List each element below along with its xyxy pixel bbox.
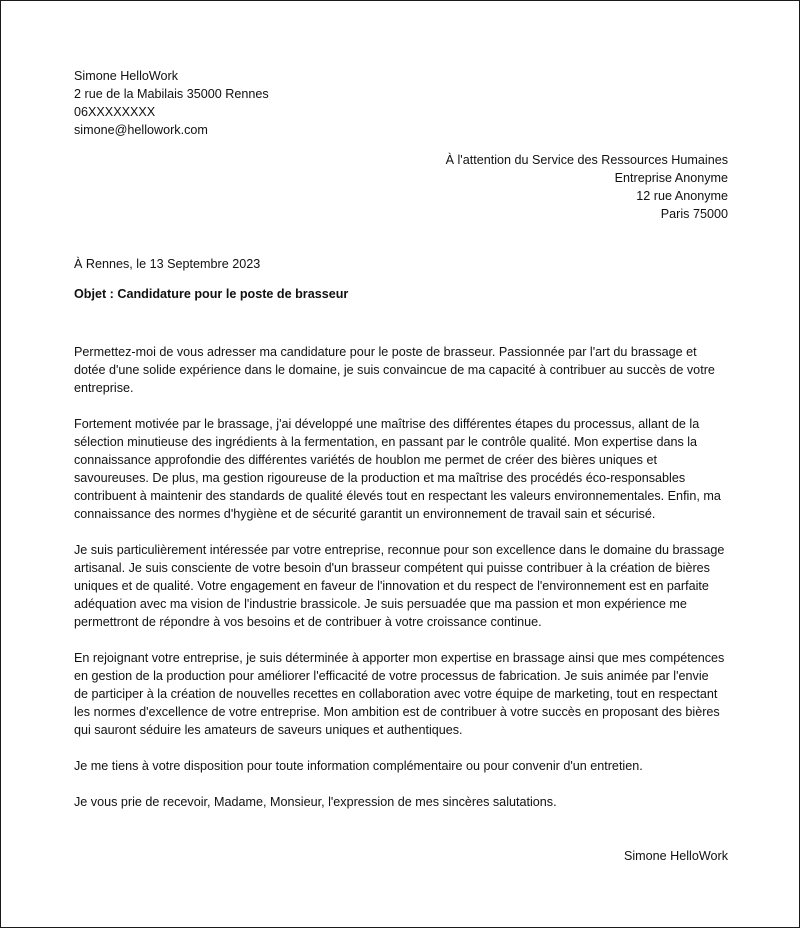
body-paragraph-3: Je suis particulièrement intéressée par votre entreprise, reconnue pour son excellence dans le domaine du brassage artisanal. Je suis consciente de votre besoin d'un brasseur compétent qui puisse contribuer à la création de bières uniques et de qualité. Votre engagement en faveur de l'innovation et du respect de l'environnement est en parfaite adéquation avec ma vision de l'industrie brassicole. Je suis persuadée que ma passion et mon expérience me permettront de répondre à vos besoins et de contribuer à votre croissance continue.	[74, 543, 725, 629]
sender-phone: 06XXXXXXXX	[74, 105, 156, 119]
sender-address: 2 rue de la Mabilais 35000 Rennes	[74, 87, 269, 101]
body-paragraph-closing-2: Je vous prie de recevoir, Madame, Monsieur, l'expression de mes sincères salutations.	[74, 795, 557, 809]
date-line: À Rennes, le 13 Septembre 2023	[74, 257, 261, 271]
signature: Simone HelloWork	[623, 849, 728, 863]
sender-email: simone@hellowork.com	[74, 123, 208, 137]
body-paragraph-1: Permettez-moi de vous adresser ma candidature pour le poste de brasseur. Passionnée par l'art du brassage et dotée d'une solide expérience dans le domaine, je suis convaincue de ma capacité à contribuer au succès de votre entreprise.	[74, 345, 715, 395]
body-paragraph-4: En rejoignant votre entreprise, je suis déterminée à apporter mon expertise en brassage ainsi que mes compétences en gestion de la production pour améliorer l'efficacité de votre processus de fabrication. Je suis animée par l'envie de participer à la création de nouvelles recettes en collaboration avec votre équipe de marketing, tout en respectant les normes d'excellence de votre entreprise. Mon ambition est de contribuer à votre succès en proposant des bières qui sauront séduire les amateurs de saveurs uniques et authentiques.	[74, 651, 725, 737]
recipient-city: Paris 75000	[660, 207, 728, 221]
subject-line: Objet : Candidature pour le poste de brasseur	[74, 287, 349, 301]
body-paragraph-closing-1: Je me tiens à votre disposition pour toute information complémentaire ou pour convenir d'un entretien.	[74, 759, 643, 773]
recipient-company: Entreprise Anonyme	[614, 171, 728, 185]
recipient-attention: À l'attention du Service des Ressources Humaines	[445, 153, 728, 167]
recipient-street: 12 rue Anonyme	[636, 189, 728, 203]
body-paragraph-2: Fortement motivée par le brassage, j'ai développé une maîtrise des différentes étapes du processus, allant de la sélection minutieuse des ingrédients à la fermentation, en passant par le contrôle qualité. Mon expertise dans la connaissance approfondie des différentes variétés de houblon me permet de créer des bières uniques et savoureuses. De plus, ma gestion rigoureuse de la production et ma maîtrise des procédés éco-responsables contribuent à maintenir des standards de qualité élevés tout en respectant les valeurs environnementales. Enfin, ma connaissance des normes d'hygiène et de sécurité garantit un environnement de travail sain et sécurisé.	[74, 417, 721, 521]
sender-name: Simone HelloWork	[74, 69, 179, 83]
